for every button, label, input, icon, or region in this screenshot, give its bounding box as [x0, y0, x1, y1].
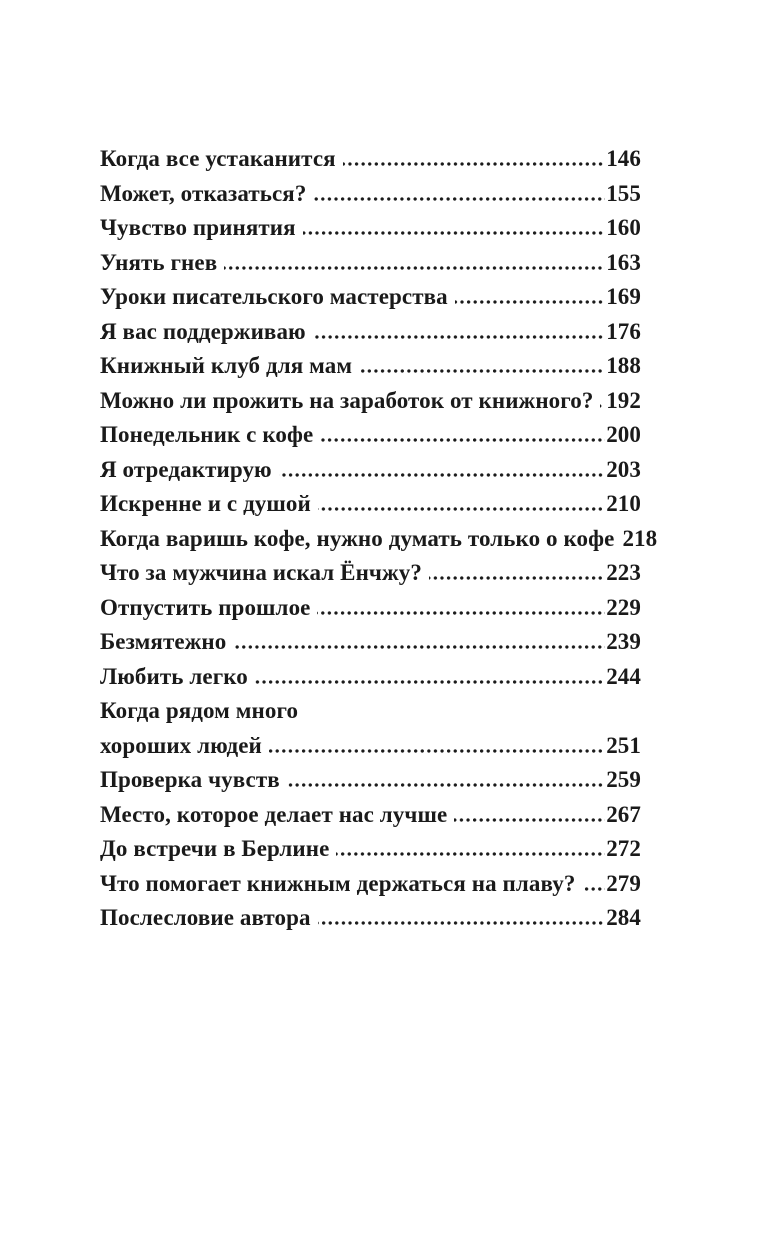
- toc-entry-title: До встречи в Берлине: [100, 836, 330, 861]
- toc-entry: [100, 453, 641, 488]
- toc-entry-title: Что помогает книжным держаться на плаву?: [100, 870, 576, 896]
- toc-entry-page-number: 244: [606, 663, 641, 689]
- toc-entry: [100, 591, 641, 626]
- toc-entry-page-number: 163: [606, 249, 641, 275]
- toc-entry: [100, 763, 641, 798]
- toc-entry-page-number: 146: [606, 146, 641, 171]
- toc-entry-page-number: 229: [606, 594, 641, 620]
- toc-entry-page-number: 169: [606, 284, 641, 309]
- dot-leader: [600, 404, 605, 408]
- toc-entry: [100, 556, 641, 591]
- toc-entry-title: Я отредактирую: [100, 456, 272, 482]
- dot-leader: [359, 369, 605, 373]
- dot-leader: [279, 473, 605, 477]
- toc-entry-page-number: 279: [606, 870, 641, 896]
- toc-entry-title-first-line: Когда рядом много: [100, 698, 299, 723]
- toc-entry-page-number: 251: [606, 732, 641, 758]
- dot-leader: [343, 162, 606, 166]
- toc-entry-title: Искренне и с душой: [100, 491, 311, 516]
- toc-entry-title: Проверка чувств: [100, 767, 280, 792]
- dot-leader: [336, 852, 605, 856]
- toc-entry: [100, 660, 641, 695]
- toc-entry: [100, 280, 641, 315]
- dot-leader: [582, 887, 605, 891]
- toc-entry-title: Безмятежно: [100, 629, 227, 654]
- dot-leader: [255, 680, 605, 684]
- toc-entry-page-number: 259: [606, 767, 641, 792]
- dot-leader: [455, 300, 605, 304]
- toc-entry: [100, 798, 641, 833]
- toc-entry-title: Унять гнев: [100, 249, 218, 275]
- toc-entry: [100, 625, 641, 660]
- table-of-contents: [100, 142, 658, 936]
- dot-leader: [313, 197, 605, 201]
- toc-entry-title: хороших людей: [100, 732, 262, 758]
- toc-entry-title: Когда варишь кофе, нужно думать только о кофе: [100, 525, 615, 551]
- toc-entry-page-number: 218: [622, 525, 658, 551]
- dot-leader: [320, 438, 605, 442]
- toc-entry: [100, 177, 641, 212]
- toc-entry-page-number: 192: [606, 387, 641, 413]
- toc-entry: [100, 487, 641, 522]
- dot-leader: [269, 749, 605, 753]
- toc-entry-page-number: 160: [606, 215, 641, 240]
- toc-entry: [100, 522, 658, 557]
- toc-entry-page-number: 239: [606, 629, 641, 654]
- toc-entry-title: Чувство принятия: [100, 215, 296, 240]
- toc-entry: [100, 246, 641, 281]
- toc-entry-title: Я вас поддерживаю: [100, 318, 306, 344]
- toc-entry-page-number: 203: [606, 456, 641, 482]
- toc-entry-page-number: 176: [606, 318, 641, 344]
- dot-leader: [287, 783, 605, 787]
- toc-entry-title: Может, отказаться?: [100, 180, 307, 206]
- dot-leader: [233, 645, 605, 649]
- toc-entry: [100, 384, 641, 419]
- toc-entry-page-number: 200: [606, 422, 641, 447]
- dot-leader: [224, 266, 605, 270]
- toc-entry: [100, 142, 641, 177]
- toc-entry-title: Послесловие автора: [100, 905, 311, 930]
- dot-leader: [318, 921, 606, 925]
- toc-entry: [100, 418, 641, 453]
- toc-entry-title: Можно ли прожить на заработок от книжного?: [100, 387, 594, 413]
- toc-entry-title: Отпустить прошлое: [100, 594, 311, 620]
- toc-entry-page-number: 155: [606, 180, 641, 206]
- toc-entry: [100, 315, 641, 350]
- toc-entry-page-number: 188: [606, 353, 641, 378]
- toc-entry-title: Книжный клуб для мам: [100, 353, 353, 378]
- toc-entry: [100, 901, 641, 936]
- toc-entry-page-number: 210: [606, 491, 641, 516]
- dot-leader: [317, 611, 605, 615]
- dot-leader: [303, 231, 606, 235]
- toc-entry-title: Место, которое делает нас лучше: [100, 801, 448, 827]
- toc-entry-title: Что за мужчина искал Ёнчжу?: [100, 560, 422, 585]
- toc-entry-title: Понедельник с кофе: [100, 422, 314, 447]
- toc-entry: [100, 832, 641, 867]
- toc-entry-page-number: 284: [606, 905, 641, 930]
- toc-entry: [100, 349, 641, 384]
- toc-entry-page-number: 272: [606, 836, 641, 861]
- toc-entry-title: Уроки писательского мастерства: [100, 284, 448, 309]
- toc-entry-title: Любить легко: [100, 663, 248, 689]
- toc-entry-page-number: 267: [606, 801, 641, 827]
- dot-leader: [313, 335, 605, 339]
- toc-entry-title: Когда все устаканится: [100, 146, 336, 171]
- toc-entry-page-number: 223: [606, 560, 641, 585]
- dot-leader: [318, 507, 605, 511]
- dot-leader: [454, 818, 605, 822]
- toc-entry: [100, 211, 641, 246]
- toc-entry: [100, 867, 641, 902]
- toc-entry: [100, 729, 641, 764]
- dot-leader: [429, 576, 605, 580]
